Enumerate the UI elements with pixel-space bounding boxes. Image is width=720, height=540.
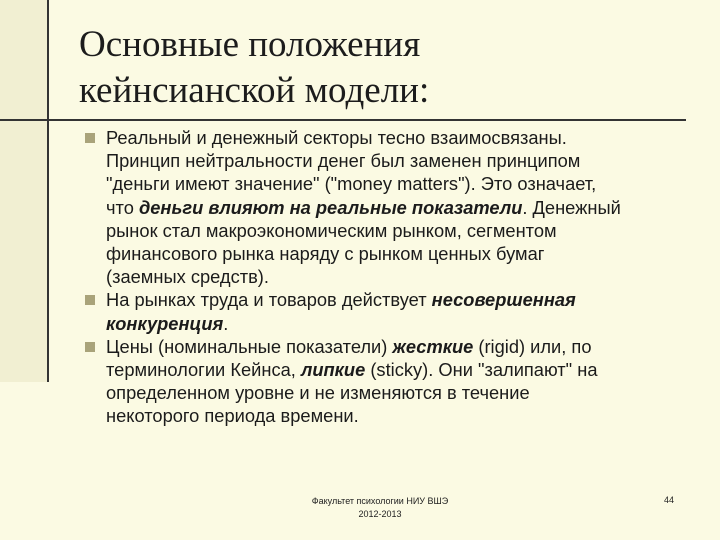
text-run: На рынках труда и товаров действует <box>106 289 432 311</box>
text-run: что <box>106 196 139 218</box>
bullet-line <box>106 381 684 404</box>
bullet-list <box>84 126 684 428</box>
page-number: 44 <box>664 495 675 505</box>
footer-line-2: 2012-2013 <box>358 509 402 519</box>
text-run: рынок стал макроэкономическим рынком, сегментом <box>106 219 557 241</box>
title-line-1: Основные положения <box>79 24 421 65</box>
bullet-line <box>106 196 684 219</box>
left-accent-band <box>0 0 47 382</box>
text-run: "деньги имеют значение" ("money matters"). Это означает, <box>106 173 597 195</box>
bullet-line <box>106 358 684 381</box>
bullet-item <box>84 335 684 428</box>
text-run: . Денежный <box>522 196 621 218</box>
bullet-line <box>106 335 684 358</box>
square-bullet-icon <box>85 133 95 143</box>
emphasis-text: жесткие <box>392 335 474 357</box>
bullet-line <box>106 265 684 288</box>
emphasis-text: конкуренция <box>106 312 224 334</box>
slide-title <box>79 22 699 114</box>
footer <box>290 495 470 521</box>
text-run: (sticky). Они "залипают" на <box>365 359 598 381</box>
text-run: некоторого периода времени. <box>106 405 359 427</box>
bullet-item <box>84 126 684 288</box>
text-run: . <box>223 312 229 334</box>
bullet-line <box>106 126 684 149</box>
bullet-line <box>106 242 684 265</box>
bullet-line <box>106 288 684 311</box>
text-run: (rigid) или, по <box>473 335 592 357</box>
vertical-rule <box>47 0 49 382</box>
bullet-line <box>106 149 684 172</box>
text-run: терминологии Кейнса, <box>106 359 301 381</box>
horizontal-rule <box>0 119 686 121</box>
text-run: Принцип нейтральности денег был заменен принципом <box>106 150 581 172</box>
square-bullet-icon <box>85 342 95 352</box>
bullet-line <box>106 312 684 335</box>
title-line-2: кейнсианской модели: <box>79 70 430 111</box>
emphasis-text: деньги влияют на реальные показатели <box>138 196 523 218</box>
bullet-item <box>84 288 684 334</box>
text-run: (заемных средств). <box>106 266 269 288</box>
text-run: определенном уровне и не изменяются в течение <box>106 382 530 404</box>
text-run: Цены (номинальные показатели) <box>106 335 393 357</box>
emphasis-text: липкие <box>300 359 366 381</box>
bullet-line <box>106 404 684 427</box>
text-run: Реальный и денежный секторы тесно взаимосвязаны. <box>106 127 567 148</box>
square-bullet-icon <box>85 295 95 305</box>
emphasis-text: несовершенная <box>431 289 576 311</box>
bullet-line <box>106 172 684 195</box>
text-run: финансового рынка наряду с рынком ценных бумаг <box>106 243 545 265</box>
footer-line-1: Факультет психологии НИУ ВШЭ <box>311 496 449 506</box>
bullet-line <box>106 219 684 242</box>
